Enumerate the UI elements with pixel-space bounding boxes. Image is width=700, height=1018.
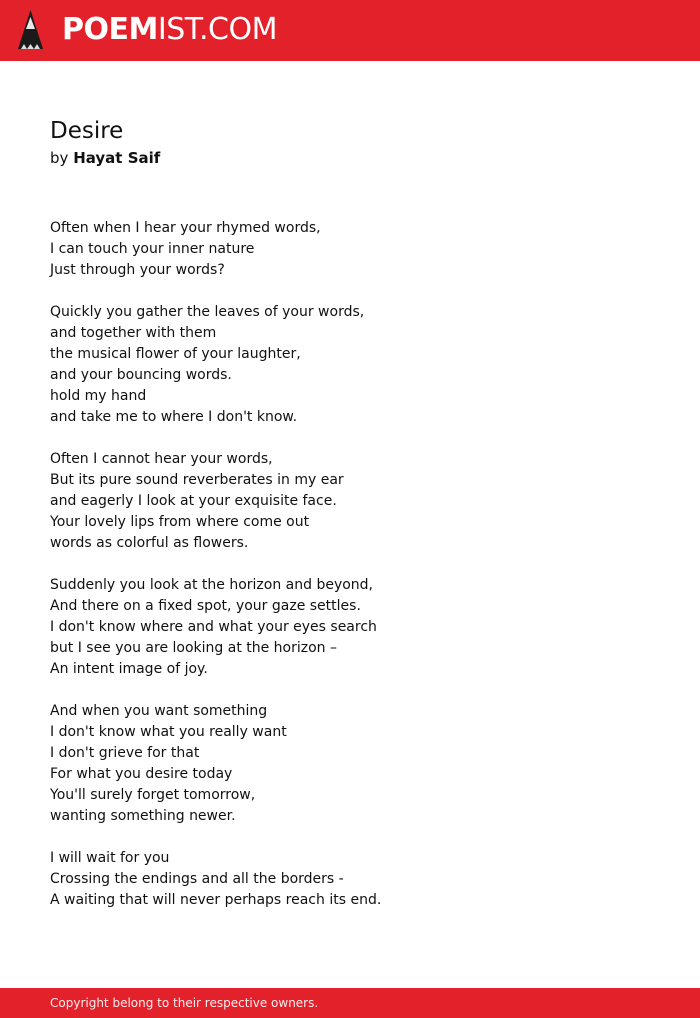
poem-line: and together with them (50, 325, 217, 341)
stanza-6 (50, 848, 650, 911)
stanza-1 (50, 218, 650, 281)
poem-line: Quickly you gather the leaves of your words, (50, 304, 365, 320)
poem-line: I will wait for you (50, 850, 170, 866)
poem-line: words as colorful as flowers. (50, 535, 249, 551)
poem-line: hold my hand (50, 388, 147, 404)
poem-line: I don't know where and what your eyes search (50, 619, 377, 635)
poem-line: Often I cannot hear your words, (50, 451, 273, 467)
poem-line: An intent image of joy. (50, 661, 208, 677)
stanza-2 (50, 302, 650, 428)
poem-line: Often when I hear your rhymed words, (50, 220, 321, 236)
poem-line: but I see you are looking at the horizon – (50, 640, 338, 656)
author-name: Hayat Saif (73, 149, 161, 167)
poem-line: the musical flower of your laughter, (50, 346, 301, 362)
poem-line: and take me to where I don't know. (50, 409, 298, 425)
by-label: by (50, 149, 69, 167)
poem-byline (50, 148, 160, 169)
copyright-notice: Copyright belong to their respective owners. (50, 996, 319, 1010)
poem-line: You'll surely forget tomorrow, (50, 787, 256, 803)
stanza-3 (50, 449, 650, 554)
poem-line: wanting something newer. (50, 808, 236, 824)
poem-line: and your bouncing words. (50, 367, 232, 383)
poem-line: A waiting that will never perhaps reach its end. (50, 892, 382, 908)
logo-bold-text: POEM (62, 12, 158, 47)
poem-line: Just through your words? (50, 262, 225, 278)
poem-line: Your lovely lips from where come out (50, 514, 310, 530)
poem-line: And when you want something (50, 703, 268, 719)
poem-line: and eagerly I look at your exquisite face. (50, 493, 337, 509)
site-footer (0, 988, 700, 1018)
stanza-5 (50, 701, 650, 827)
poem-line: Suddenly you look at the horizon and beyond, (50, 577, 374, 593)
poem-title: Desire (50, 118, 124, 144)
poem-line: I don't grieve for that (50, 745, 200, 761)
site-logo[interactable] (62, 12, 277, 48)
poem-line: And there on a fixed spot, your gaze settles. (50, 598, 361, 614)
stanza-4 (50, 575, 650, 680)
logo-light-text: IST.COM (157, 12, 277, 47)
poem-line: Crossing the endings and all the borders - (50, 871, 344, 887)
poem-line: I can touch your inner nature (50, 241, 255, 257)
poem-body (50, 218, 650, 932)
poem-line: I don't know what you really want (50, 724, 287, 740)
poem-line: But its pure sound reverberates in my ear (50, 472, 344, 488)
site-header (0, 0, 700, 61)
pencil-icon[interactable] (17, 9, 44, 52)
poem-line: For what you desire today (50, 766, 233, 782)
